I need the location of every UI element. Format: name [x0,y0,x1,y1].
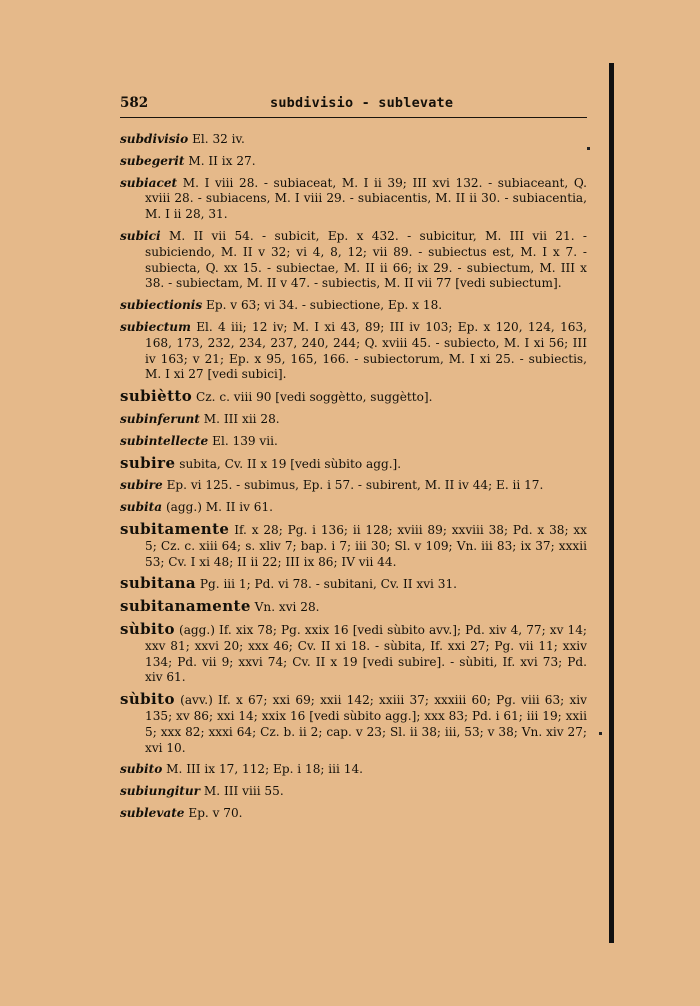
entry-text: Ep. v 70. [188,805,243,820]
entry-lemma: subitanamente [120,597,251,616]
entry-lemma: subintellecte [120,433,209,448]
entry [120,692,587,756]
entry [120,762,587,778]
entry-text: If. x 28; Pg. i 136; ii 128; xviii 89; xxviii 38; Pd. x 38; xx 5; Cz. c. xiii 64; s. xliv 7; bap. i 7; iii 30; Sl. v 109; Vn. iii 83; ix 37; xxxii 53; Cv. I xi 48; II ii 22; III ix 86; IV vii 44. [145,522,587,569]
entry-lemma: subire [120,453,176,472]
entry-text: (agg.) M. II iv 61. [165,500,274,515]
entry [120,619,587,686]
entry-lemma: subito [120,762,163,777]
entry-text: M. III xii 28. [203,411,280,426]
entry-lemma: subiètto [120,387,193,406]
entry [120,298,587,314]
entry-text: Vn. xvi 28. [254,600,320,615]
page-edge-speck [599,732,602,735]
entry-lemma: subitamente [120,519,230,538]
entry-lemma: subiacet [120,175,178,190]
entry-text: Cz. c. viii 90 [vedi soggètto, suggètto]. [196,390,433,405]
header-rule [120,117,587,118]
entry-lemma: subiectionis [120,298,203,313]
entry-text: El. 139 vii. [212,433,278,448]
entry [120,154,587,170]
entry-lemma: subiungitur [120,784,201,799]
entry-text: subita, Cv. II x 19 [vedi sùbito agg.]. [179,456,402,471]
entry-text: (avv.) If. x 67; xxi 69; xxii 142; xxiii 37; xxxiii 60; Pg. viii 63; xiv 135; xv 86; xxi 14; xxix 16 [vedi sùbito agg.]; xxx 83; Pd. i 61; iii 19; xxii 5; xxx 82; xxxi 64; Cz. b. ii 2; cap. v 23; Sl. ii 38; iii, 53; v 38; Vn. xiv 27; xvi 10. [145,693,587,755]
dictionary-entries [120,132,587,828]
entry-text: Ep. vi 125. - subimus, Ep. i 57. - subirent, M. II iv 44; E. ii 17. [166,478,544,493]
entry [120,519,587,570]
entry-lemma: subitana [120,574,197,593]
entry-text: (agg.) If. xix 78; Pg. xxix 16 [vedi sùbito avv.]; Pd. xiv 4, 77; xv 14; xxv 81; xxvi 20; xxx 46; Cv. II xi 18. - sùbita, If. xxi 27; Pg. vii 11; xxiv 134; Pd. vii 9; xxvi 74; Cv. II x 19 [vedi subire]. - sùbiti, If. xvi 73; Pd. xiv 61. [145,622,587,685]
entry [120,453,587,473]
entry-lemma: subegerit [120,153,185,168]
entry [120,229,587,292]
entry [120,599,587,616]
entry-lemma: subdivisio [120,132,189,146]
entry-text: El. 4 iii; 12 iv; M. I xi 43, 89; III iv 103; Ep. x 120, 124, 163, 168, 173, 232, 234, 237, 240, 244; Q. xviii 45. - subiecto, M. I xi 56; III iv 163; v 21; Ep. x 95, 165, 166. - subiectorum, M. I xi 25. - subiectis, M. I xi 27 [vedi subici]. [145,319,587,382]
entry [120,500,587,516]
entry-lemma: subinferunt [120,411,200,426]
entry [120,412,587,428]
entry-text: M. III viii 55. [203,784,284,799]
entry-text: Ep. v 63; vi 34. - subiectione, Ep. x 18. [206,298,443,313]
entry-text: M. II ix 27. [188,153,256,168]
entry-lemma: subiectum [120,319,191,334]
entry [120,389,587,406]
running-head: subdivisio - sublevate [270,95,454,111]
page-edge-speck [587,147,590,150]
entry-text: M. I viii 28. - subiaceat, M. I ii 39; III xvi 132. - subiaceant, Q. xviii 28. - subiacens, M. I viii 29. - subiacentis, M. II ii 30. - subiacentia, M. I ii 28, 31. [145,175,587,222]
entry [120,576,587,593]
entry [120,434,587,450]
entry [120,806,587,822]
entry-text: El. 32 iv. [192,132,245,146]
entry [120,176,587,223]
entry [120,784,587,800]
entry-lemma: sùbito [120,619,175,638]
entry [120,132,587,148]
entry-lemma: subita [120,500,163,515]
page-header [120,95,587,115]
entry-text: M. II vii 54. - subicit, Ep. x 432. - subicitur, M. III vii 21. - subiciendo, M. II v 32; vi 4, 8, 12; vii 89. - subiectus est, M. I x 7. - subiecta, Q. xx 15. - subiectae, M. II ii 66; ix 29. - subiectum, M. III x 38. - subiectam, M. II v 47. - subiectis, M. II vii 77 [vedi subiectum]. [145,228,587,291]
entry-lemma: subire [120,478,163,493]
entry-lemma: sùbito [120,690,175,709]
page-edge-bar [609,63,614,943]
entry-lemma: subici [120,228,161,243]
entry [120,320,587,383]
page-number: 582 [120,95,149,111]
entry [120,478,587,494]
entry-text: Pg. iii 1; Pd. vi 78. - subitani, Cv. II xvi 31. [199,577,457,592]
entry-lemma: sublevate [120,805,185,820]
entry-text: M. III ix 17, 112; Ep. i 18; iii 14. [166,762,363,777]
